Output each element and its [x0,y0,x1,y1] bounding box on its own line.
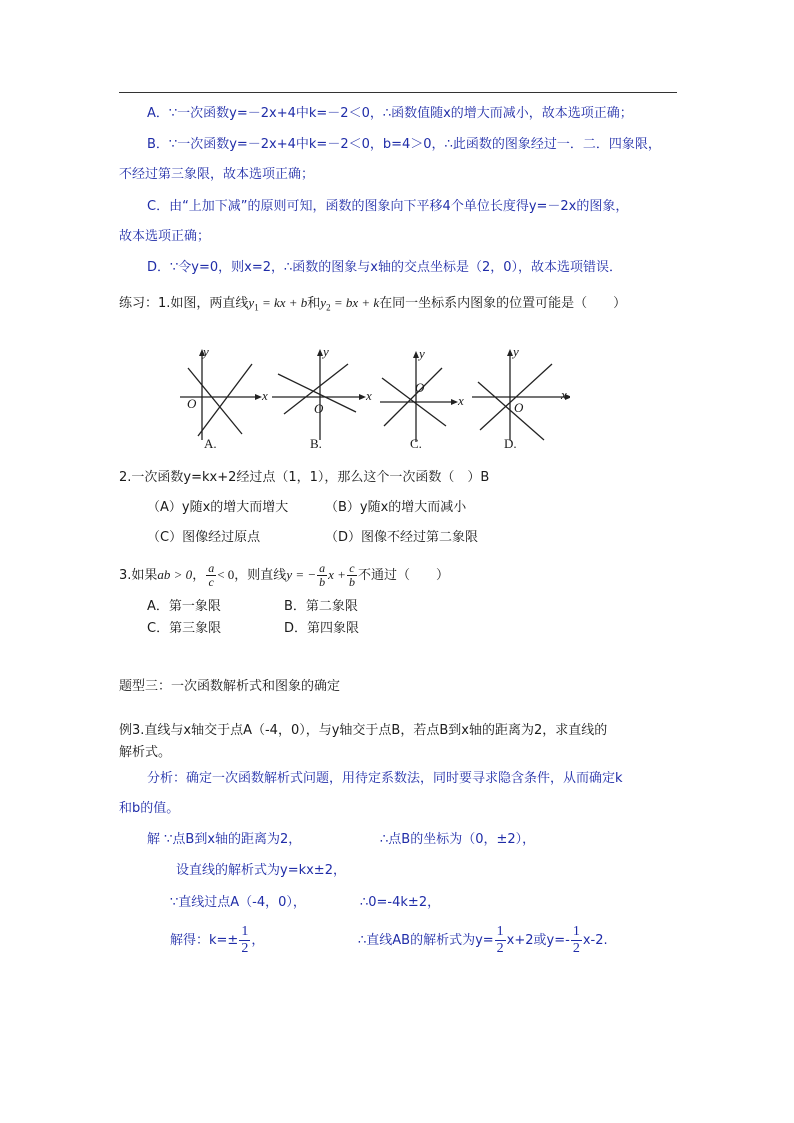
numerator: a [208,561,215,575]
denominator: 2 [241,941,249,956]
exercise-1-prefix: 练习：1.如图，两直线 [119,296,249,311]
denominator: b [348,575,355,589]
result-prefix: ∴直线AB的解析式为y= [358,933,494,948]
answer-option-b-line2: 不经过第三象限，故本选项正确； [119,167,315,182]
x-axis-label: x [458,393,464,408]
example-3-line2: 解析式。 [119,745,172,760]
fraction-a-over-c [206,562,216,589]
exercise-3-prefix: 3.如果 [119,568,158,583]
numerator: c [349,561,355,575]
header-rule [119,92,677,93]
analysis-line2: 和b的值。 [119,801,180,816]
condition-ab: ab > 0 [157,567,193,582]
origin-label: O [415,380,425,395]
denominator: b [319,575,326,589]
y1-symbol: y [248,295,255,310]
fraction-a-over-b [317,562,327,589]
equation-1: = kx + b [258,295,308,310]
exercise-3-stem [119,560,449,591]
exercise-1-stem [119,294,626,317]
answer-option-a: A．∵一次函数y=－2x+4中k=－2＜0，∴函数值随x的增大而减小，故本选项正确； [147,106,633,121]
y-axis-label: y [513,344,519,359]
and-word: 和 [307,296,321,311]
figure-d-label: D. [504,436,517,451]
section-heading: 题型三：一次函数解析式和图象的确定 [119,679,341,694]
y2-subscript: 2 [326,302,331,313]
numerator: 1 [241,924,249,939]
exercise-3-option-c: C．第三象限 [147,621,222,636]
y1-subscript: 1 [254,302,259,313]
fraction-one-half [571,924,582,957]
solve-k: 解得：k=± [170,933,239,948]
origin-label: O [514,400,524,415]
y-axis-label: y [419,346,425,361]
figure-b [270,340,370,452]
exercise-3-option-a: A．第一象限 [147,599,221,614]
result-mid: x+2或y=- [506,933,570,948]
exercise-2-option-b: （B）y随x的增大而减小 [325,500,467,515]
numerator: 1 [496,924,504,939]
x-axis-label: x [561,387,567,402]
y-axis-label: y [323,344,329,359]
less-than-zero: < 0 [217,567,235,582]
fraction-one-half [495,924,506,957]
figure-a-label: A. [204,436,217,451]
solution-step2: 设直线的解析式为y=kx±2， [176,863,346,878]
equation-2: = bx + k [330,295,380,310]
figure-a [178,340,278,452]
y-equals: y = − [286,567,317,582]
answer-option-c-line2: 故本选项正确； [119,229,211,244]
exercise-1-suffix: 在同一坐标系内图象的位置可能是（ ） [379,296,627,311]
x-axis-label: x [366,388,372,403]
origin-label: O [314,401,324,416]
fraction-one-half [239,924,250,957]
figure-c-label: C. [410,436,422,451]
separator: ， [192,568,206,583]
fraction-c-over-b [347,562,357,589]
origin-label: O [187,396,197,411]
x-axis-label: x [262,388,268,403]
solution-step3b: ∴0=-4k±2， [360,895,441,910]
comma: ， [251,933,265,948]
x-plus: x + [328,567,346,582]
figure-d [470,340,570,452]
exercise-3-option-b: B．第二象限 [284,599,358,614]
denominator: 2 [572,941,580,956]
exercise-3-suffix: 不通过（ ） [357,568,449,583]
exercise-2-stem: 2.一次函数y=kx+2经过点（1，1），那么这个一次函数（ ）B [119,470,490,485]
numerator: a [319,561,326,575]
solution-step1b: ∴点B的坐标为（0，±2）， [380,832,536,847]
exercise-2-option-c: （C）图像经过原点 [147,530,261,545]
exercise-2-option-d: （D）图像不经过第二象限 [325,530,479,545]
exercise-2-option-a: （A）y随x的增大而增大 [147,500,289,515]
denominator: 2 [496,941,504,956]
answer-option-b-line1: B．∵一次函数y=－2x+4中k=－2＜0，b=4＞0，∴此函数的图象经过一．二．四象限， [147,137,661,152]
numerator: 1 [572,924,580,939]
y2-symbol: y [320,295,327,310]
figure-b-label: B. [310,436,322,451]
answer-option-c-line1: C．由“上加下减”的原则可知，函数的图象向下平移4个单位长度得y=－2x的图象， [147,199,629,214]
graph-figures [178,340,578,460]
example-3-line1: 例3.直线与x轴交于点A（-4，0），与y轴交于点B，若点B到x轴的距离为2，求直线的 [119,723,608,738]
answer-option-d: D．∵令y=0，则x=2，∴函数的图象与x轴的交点坐标是（2，0），故本选项错误． [147,260,623,275]
y-axis-label: y [203,344,209,359]
solution-step1a: 解 ∵点B到x轴的距离为2， [147,832,302,847]
solution-step3a: ∵直线过点A（-4，0）， [170,895,306,910]
solution-step4a [170,922,264,960]
solution-step4b [358,922,608,960]
analysis-line1: 分析：确定一次函数解析式问题，用待定系数法，同时要寻求隐含条件，从而确定k [147,771,623,786]
figure-c [378,340,478,452]
exercise-3-mid: ，则直线 [234,568,287,583]
exercise-3-option-d: D．第四象限 [284,621,360,636]
denominator: c [208,575,214,589]
result-end: x-2. [582,933,608,948]
